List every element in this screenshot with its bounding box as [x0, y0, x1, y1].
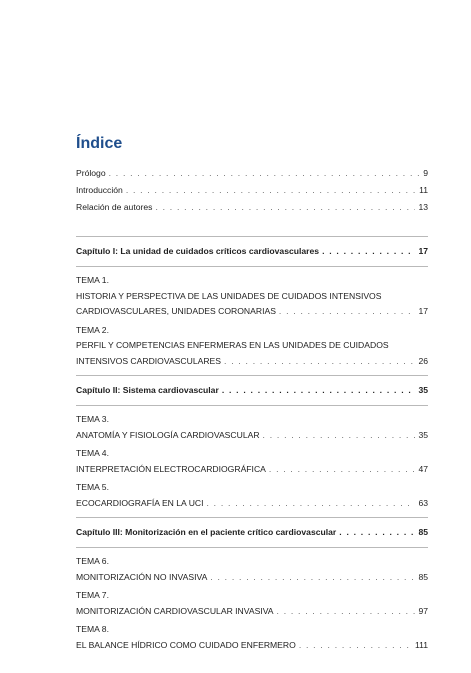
- section-divider: [76, 547, 428, 548]
- tema-page: 97: [418, 605, 428, 616]
- chapter-label: Capítulo III: Monitorización en el paciente crítico cardiovascular: [76, 527, 337, 537]
- tema-title: ANATOMÍA Y FISIOLOGÍA CARDIOVASCULAR: [76, 429, 260, 440]
- tema-number: TEMA 2.: [76, 324, 109, 335]
- tema-page: 26: [418, 355, 428, 366]
- tema-number: TEMA 7.: [76, 590, 109, 600]
- tema-title: EL BALANCE HÍDRICO COMO CUIDADO ENFERMERO: [76, 639, 296, 650]
- chapter-list: [76, 236, 428, 653]
- tema-title-row: [76, 570, 428, 586]
- tema-entry[interactable]: [76, 622, 428, 653]
- tema-entry[interactable]: [76, 323, 428, 370]
- tema-number: TEMA 3.: [76, 414, 109, 424]
- tema-title: CARDIOVASCULARES, UNIDADES CORONARIAS: [76, 306, 276, 316]
- tema-number: TEMA 1.: [76, 275, 109, 285]
- section-divider: [76, 266, 428, 267]
- tema-title: ECOCARDIOGRAFÍA EN LA UCI: [76, 497, 204, 508]
- front-matter-list: [76, 165, 428, 216]
- dot-leader: [322, 243, 415, 260]
- tema-page: 35: [418, 429, 428, 440]
- tema-title-row: [76, 496, 428, 512]
- tema-entry[interactable]: [76, 588, 428, 619]
- tema-title-row: [76, 304, 428, 320]
- toc-page: [76, 133, 428, 653]
- chapter-label: Capítulo II: Sistema cardiovascular: [76, 385, 219, 395]
- tema-entry[interactable]: [76, 554, 428, 585]
- dot-leader: [109, 165, 421, 182]
- dot-leader: [210, 570, 415, 586]
- dot-leader: [339, 524, 415, 541]
- dot-leader: [277, 604, 416, 620]
- toc-entry-autores[interactable]: [76, 199, 428, 216]
- tema-entry[interactable]: [76, 480, 428, 511]
- dot-leader: [269, 462, 416, 478]
- toc-entry-introduccion[interactable]: [76, 182, 428, 199]
- page-title: Índice: [76, 135, 123, 152]
- tema-number: TEMA 5.: [76, 482, 109, 492]
- tema-title-row: [76, 604, 428, 620]
- tema-title: INTERPRETACIÓN ELECTROCARDIOGRÁFICA: [76, 463, 266, 474]
- dot-leader: [155, 199, 415, 216]
- chapter-heading[interactable]: [76, 382, 428, 399]
- tema-page: 85: [418, 571, 428, 582]
- dot-leader: [263, 428, 416, 444]
- tema-title-line: HISTORIA Y PERSPECTIVA DE LAS UNIDADES DE CUIDADOS INTENSIVOS: [76, 290, 382, 301]
- tema-page: 63: [418, 497, 428, 508]
- toc-entry-page: 13: [418, 202, 428, 212]
- tema-number: TEMA 8.: [76, 624, 109, 634]
- chapter-page: 85: [418, 527, 428, 537]
- dot-leader: [222, 382, 416, 399]
- chapter-heading[interactable]: [76, 243, 428, 260]
- toc-entry-page: 11: [419, 185, 428, 195]
- dot-leader: [299, 638, 412, 654]
- section-divider: [76, 375, 428, 376]
- tema-page: 17: [418, 306, 428, 316]
- chapter-page: 17: [418, 246, 428, 256]
- tema-entry[interactable]: [76, 273, 428, 320]
- toc-entry-label: Prólogo: [76, 168, 106, 178]
- tema-title-row: [76, 354, 428, 370]
- tema-title-row: [76, 638, 428, 654]
- tema-title-row: [76, 428, 428, 444]
- tema-title-line: PERFIL Y COMPETENCIAS ENFERMERAS EN LAS UNIDADES DE CUIDADOS: [76, 340, 389, 350]
- tema-page: 47: [418, 463, 428, 474]
- tema-title: MONITORIZACIÓN NO INVASIVA: [76, 571, 208, 582]
- toc-entry-label: Relación de autores: [76, 202, 153, 212]
- dot-leader: [207, 496, 416, 512]
- tema-title: INTENSIVOS CARDIOVASCULARES: [76, 355, 222, 366]
- tema-number: TEMA 4.: [76, 448, 109, 458]
- chapter-heading[interactable]: [76, 524, 428, 541]
- tema-title: MONITORIZACIÓN CARDIOVASCULAR INVASIVA: [76, 605, 274, 616]
- dot-leader: [279, 304, 416, 320]
- tema-title-row: [76, 462, 428, 478]
- tema-entry[interactable]: [76, 446, 428, 477]
- toc-entry-prologo[interactable]: [76, 165, 428, 182]
- toc-entry-label: Introducción: [76, 185, 123, 195]
- tema-entry[interactable]: [76, 412, 428, 443]
- tema-number: TEMA 6.: [76, 556, 109, 566]
- tema-page: 111: [414, 639, 428, 650]
- toc-entry-page: 9: [423, 168, 428, 178]
- dot-leader: [126, 182, 416, 199]
- dot-leader: [224, 354, 415, 370]
- section-divider: [76, 517, 428, 518]
- section-divider: [76, 236, 428, 237]
- chapter-page: 35: [418, 385, 428, 395]
- chapter-label: Capítulo I: La unidad de cuidados críticos cardiovasculares: [76, 246, 320, 256]
- section-divider: [76, 405, 428, 406]
